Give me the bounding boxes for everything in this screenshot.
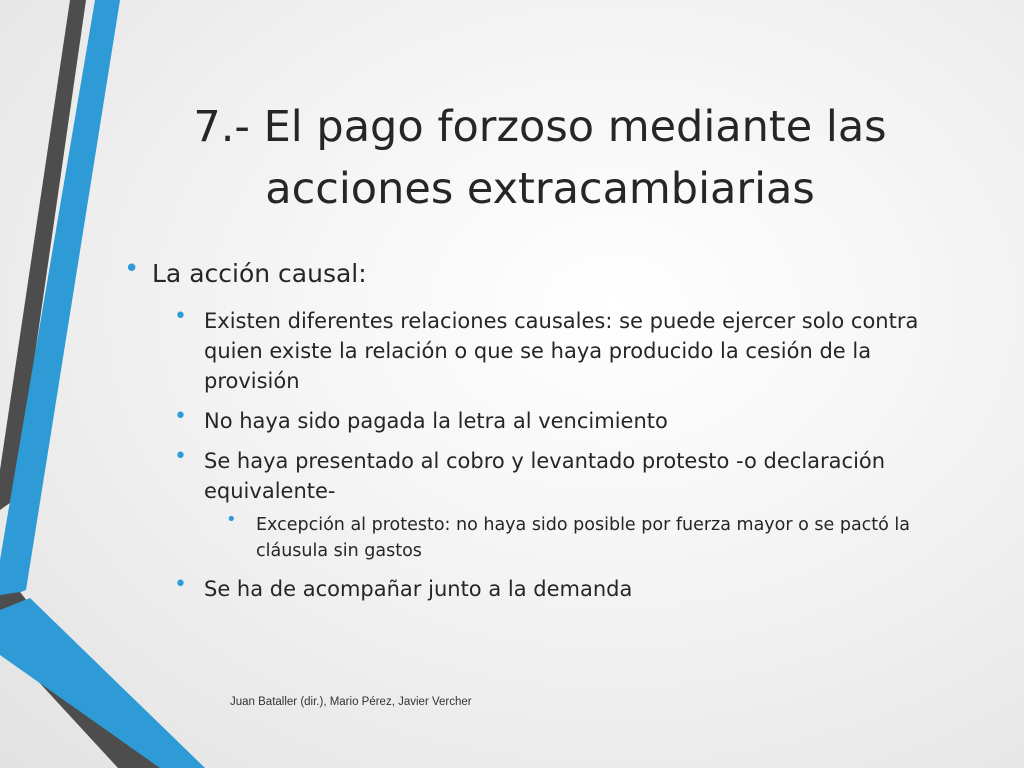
bullet-item [172, 306, 960, 396]
bullet-item-text: No haya sido pagada la letra al vencimiento [204, 409, 668, 433]
bullet-icon: • [174, 404, 187, 429]
slide-title-line1: 7.- El pago forzoso mediante las [193, 102, 887, 152]
slide-title [150, 96, 930, 220]
footer-authors: Juan Bataller (dir.), Mario Pérez, Javier Vercher [230, 696, 472, 708]
slide-title-line2: acciones extracambiarias [265, 164, 815, 214]
bullet-icon: • [174, 444, 187, 469]
bullet-item [172, 406, 960, 436]
bullet-heading-text: La acción causal: [152, 259, 367, 288]
sub-bullet-item-text: Excepción al protesto: no haya sido posible por fuerza mayor o se pactó la cláusula sin gastos [256, 515, 911, 561]
bullet-item-text: Se ha de acompañar junto a la demanda [204, 577, 633, 601]
bullet-item-text: Existen diferentes relaciones causales: se puede ejercer solo contra quien existe la relación o que se haya producido la cesión de la provisión [204, 309, 919, 393]
bullet-item [172, 574, 960, 604]
bullet-icon: • [226, 509, 237, 530]
bullet-icon: • [174, 572, 187, 597]
bullet-item-text: Se haya presentado al cobro y levantado protesto -o declaración equivalente- [204, 449, 886, 503]
bullet-item [172, 446, 960, 506]
slide-content [120, 252, 960, 604]
bullet-heading [120, 252, 960, 296]
bullet-icon: • [174, 304, 187, 329]
sub-bullet-item [224, 509, 960, 564]
bullet-icon: • [124, 254, 140, 284]
